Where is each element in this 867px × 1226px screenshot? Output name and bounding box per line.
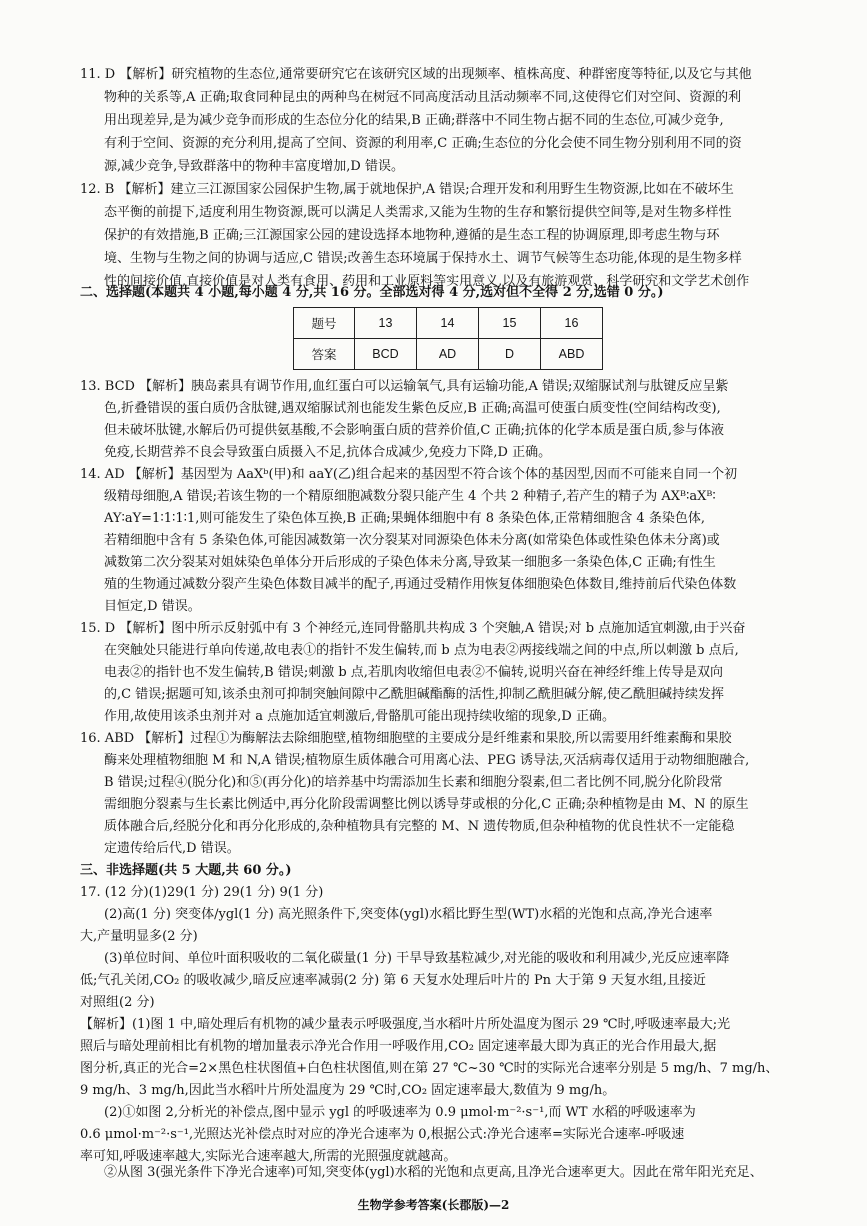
answer-table [293, 307, 603, 370]
q15-line-5: 作用,故使用该杀虫剂并对 a 点施加适宜刺激后,骨骼肌可能出现持续收缩的现象,D 正确。 [104, 709, 615, 724]
q17-line-6: 对照组(2 分) [80, 995, 155, 1010]
q11-line-2: 物种的关系等,A 正确;取食同种昆虫的两种鸟在树冠不同高度活动且活动频率不同,这使得它们对空间、资源的利 [104, 90, 742, 105]
table-cell: D [479, 339, 541, 370]
q17-line-9: 图分析,真正的光合=2×黑色柱状图值+白色柱状图值,则在第 27 ℃~30 ℃时的实际光合速率分别是 5 mg/h、7 mg/h、 [80, 1061, 779, 1076]
table-cell: 15 [479, 308, 541, 339]
q17-line-11: (2)①如图 2,分析光的补偿点,图中显示 ygl 的呼吸速率为 0.9 μmol·m⁻²·s⁻¹,而 WT 水稻的呼吸速率为 [104, 1105, 696, 1120]
q17-line-10: 9 mg/h、3 mg/h,因此当水稻叶片所处温度为 29 ℃时,CO₂ 固定速率最大,数值为 9 mg/h。 [80, 1083, 616, 1098]
q11-line-4: 有利于空间、资源的充分利用,提高了空间、资源的利用率,C 正确;生态位的分化会使不同生物分别利用不同的资 [104, 136, 742, 151]
q15-line-4: 的,C 错误;据题可知,该杀虫剂可抑制突触间隙中乙酰胆碱酯酶的活性,抑制乙酰胆碱分解,使乙酰胆碱持续发挥 [104, 687, 724, 702]
table-cell: ABD [541, 339, 603, 370]
q11-line-1: 11. D 【解析】研究植物的生态位,通常要研究它在该研究区域的出现频率、植株高度、种群密度等特征,以及它与其他 [80, 67, 752, 82]
q17-line-3: 大,产量明显多(2 分) [80, 929, 198, 944]
q16-line-2: 酶来处理植物细胞 M 和 N,A 错误;植物原生质体融合可用离心法、PEG 诱导法,灭活病毒仅适用于动物细胞融合, [104, 753, 750, 768]
q12-line-3: 保护的有效措施,B 正确;三江源国家公园的建设选择本地物种,遵循的是生态工程的协调原理,即考虑生物与环 [104, 228, 720, 243]
q17-line-4: (3)单位时间、单位叶面积吸收的二氧化碳量(1 分) 干旱导致基粒减少,对光能的吸收和利用减少,光反应速率降 [104, 951, 730, 966]
table-cell: 答案 [294, 339, 355, 370]
q14-line-6: 殖的生物通过减数分裂产生染色体数目减半的配子,再通过受精作用恢复体细胞染色体数目,维持前后代染色体数 [104, 577, 737, 592]
q12-line-1: 12. B 【解析】建立三江源国家公园保护生物,属于就地保护,A 错误;合理开发和利用野生生物资源,比如在不破坏生 [80, 182, 734, 197]
q17-line-7: 【解析】(1)图 1 中,暗处理后有机物的减少量表示呼吸强度,当水稻叶片所处温度为图示 29 ℃时,呼吸速率最大;光 [80, 1017, 731, 1032]
q12-line-5: 性的间接价值,直接价值是对人类有食用、药用和工业原料等实用意义,以及有旅游观赏、科学研究和文学艺术创作 [104, 274, 750, 289]
answer-table-header-row [294, 308, 603, 339]
q16-line-4: 需细胞分裂素与生长素比例适中,再分化阶段需调整比例以诱导芽或根的分化,C 正确;杂种植物是由 M、N 的原生 [104, 797, 749, 812]
q14-line-1: 14. AD 【解析】基因型为 AaXᵇ(甲)和 aaY(乙)组合起来的基因型不符合该个体的基因型,因而不可能来自同一个初 [80, 467, 738, 482]
q11-line-3: 用出现差异,是为减少竞争而形成的生态位分化的结果,B 正确;群落中不同生物占据不同的生态位,可减少竞争, [104, 113, 724, 128]
q13-line-4: 免疫,长期营养不良会导致蛋白质摄入不足,抗体合成减少,免疫力下降,D 正确。 [104, 445, 552, 460]
q12-line-2: 态平衡的前提下,适度利用生物资源,既可以满足人类需求,又能为生物的生存和繁衍提供空间等,是对生物多样性 [104, 205, 732, 220]
answer-table-answer-row [294, 339, 603, 370]
q17-line-2: (2)高(1 分) 突变体/ygl(1 分) 高光照条件下,突变体(ygl)水稻比野生型(WT)水稻的光饱和点高,净光合速率 [104, 907, 713, 922]
table-cell: 16 [541, 308, 603, 339]
table-cell: 13 [355, 308, 417, 339]
page-footer: 生物学参考答案(长郡版)—2 [357, 1198, 510, 1212]
q11-line-5: 源,减少竞争,导致群落中的物种丰富度增加,D 错误。 [104, 159, 404, 174]
q13-line-2: 色,折叠错误的蛋白质仍含肽键,遇双缩脲试剂也能发生紫色反应,B 正确;高温可使蛋白质变性(空间结构改变), [104, 401, 721, 416]
q15-line-1: 15. D 【解析】图中所示反射弧中有 3 个神经元,连同骨骼肌共构成 3 个突触,A 错误;对 b 点施加适宜刺激,由于兴奋 [80, 621, 746, 636]
q17-line-13: 率可知,呼吸速率越大,实际光合速率越大,所需的光照强度就越高。 [80, 1149, 457, 1164]
table-cell: 题号 [294, 308, 355, 339]
section-2-header: 二、选择题(本题共 4 小题,每小题 4 分,共 16 分。全部选对得 4 分,选对但不全得 2 分,选错 0 分。) [80, 285, 664, 300]
q17-line-1: 17. (12 分)(1)29(1 分) 29(1 分) 9(1 分) [80, 885, 324, 900]
q17-line-8: 照后与暗处理前相比有机物的增加量表示净光合作用一呼吸作用,CO₂ 固定速率最大即为真正的光合作用最大,据 [80, 1039, 717, 1054]
q13-line-3: 但未破坏肽键,水解后仍可提供氨基酸,不会影响蛋白质的营养价值,C 正确;抗体的化学本质是蛋白质,参与体液 [104, 423, 724, 438]
q16-line-5: 质体融合后,经脱分化和再分化形成的,杂种植物具有完整的 M、N 遗传物质,但杂种植物的优良性状不一定能稳 [104, 819, 735, 834]
table-cell: AD [417, 339, 479, 370]
table-cell: BCD [355, 339, 417, 370]
q16-line-1: 16. ABD 【解析】过程①为酶解法去除细胞壁,植物细胞壁的主要成分是纤维素和果胶,所以需要用纤维素酶和果胶 [80, 731, 732, 746]
q17-line-5: 低;气孔关闭,CO₂ 的吸收减少,暗反应速率减弱(2 分) 第 6 天复水处理后叶片的 Pn 大于第 9 天复水组,且接近 [80, 973, 706, 988]
section-3-header: 三、非选择题(共 5 大题,共 60 分。) [80, 863, 292, 878]
q15-line-3: 电表②的指针也不发生偏转,B 错误;刺激 b 点,若肌肉收缩但电表②不偏转,说明兴奋在神经纤维上传导是双向 [104, 665, 724, 680]
table-cell: 14 [417, 308, 479, 339]
q14-line-7: 目恒定,D 错误。 [104, 599, 201, 614]
q14-line-3: AY∶aY=1∶1∶1∶1,则可能发生了染色体互换,B 正确;果蝇体细胞中有 8 条染色体,正常精细胞含 4 条染色体, [104, 511, 705, 526]
q16-line-3: B 错误;过程④(脱分化)和⑤(再分化)的培养基中均需添加生长素和细胞分裂素,但二者比例不同,脱分化阶段常 [104, 775, 723, 790]
q12-line-4: 境、生物与生物之间的协调与适应,C 错误;改善生态环境属于保持水土、调节气候等生态功能,体现的是生物多样 [104, 251, 742, 266]
q13-line-1: 13. BCD 【解析】胰岛素具有调节作用,血红蛋白可以运输氧气,具有运输功能,A 错误;双缩脲试剂与肽键反应呈紫 [80, 379, 729, 394]
q17-line-12: 0.6 μmol·m⁻²·s⁻¹,光照达光补偿点时对应的净光合速率为 0,根据公式:净光合速率=实际光合速率-呼吸速 [80, 1127, 685, 1142]
q14-line-4: 若精细胞中含有 5 条染色体,可能因减数第一次分裂某对同源染色体未分离(如常染色体或性染色体未分离)或 [104, 533, 720, 548]
q16-line-6: 定遗传给后代,D 错误。 [104, 841, 240, 856]
q14-line-5: 减数第二次分裂某对姐妹染色单体分开后形成的子染色体未分离,导致某一细胞多一条染色体,C 正确;有性生 [104, 555, 716, 570]
q15-line-2: 在突触处只能进行单向传递,故电表①的指针不发生偏转,而 b 点为电表②两接线端之间的中点,所以刺激 b 点后, [104, 643, 739, 658]
q17-line-14: ②从图 3(强光条件下净光合速率)可知,突变体(ygl)水稻的光饱和点更高,且净光合速率更大。因此在常年阳光充足、 [104, 1165, 763, 1180]
q14-line-2: 级精母细胞,A 错误;若该生物的一个精原细胞减数分裂只能产生 4 个共 2 种精子,若产生的精子为 AXᴮ∶aXᴮ∶ [104, 489, 716, 504]
